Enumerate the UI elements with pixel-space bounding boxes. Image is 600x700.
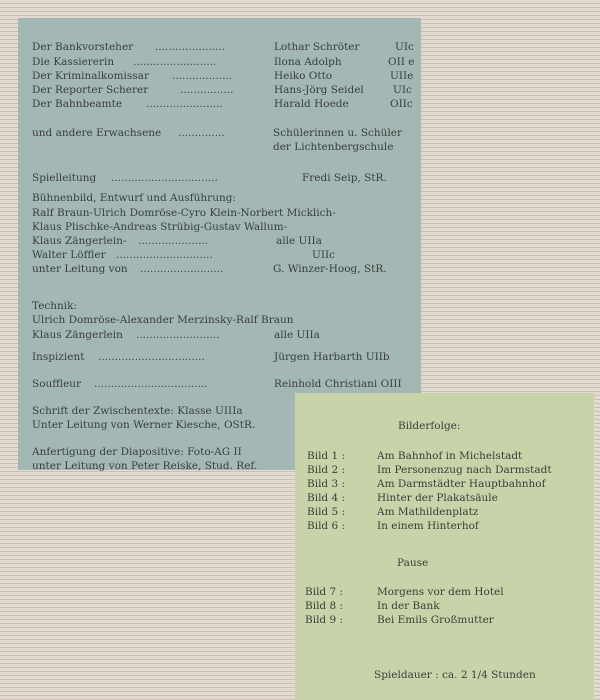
spielleitung-value: Fredi Seip, StR.	[302, 172, 387, 184]
scene-label-8: Bild 8 :	[305, 600, 344, 612]
cast-actor-1: Lothar Schröter	[274, 41, 360, 53]
scene-text-1: Am Bahnhof in Michelstadt	[377, 450, 523, 462]
buehnenbild-line-5-label: unter Leitung von	[32, 263, 128, 275]
cast-actor-4: Hans-Jörg Seidel	[274, 84, 364, 96]
buehnenbild-heading: Bühnenbild, Entwurf und Ausführung:	[32, 192, 236, 204]
dot-leader: ..............	[178, 127, 225, 139]
buehnenbild-line-2: Klaus Plischke-Andreas Strübig-Gustav Wallum-	[32, 221, 288, 233]
cast-class-3: UIIe	[390, 70, 414, 82]
pause-label: Pause	[397, 557, 429, 569]
cast-class-5: OIIc	[390, 98, 413, 110]
scene-list-panel	[295, 393, 594, 700]
dias-line-1: Anfertigung der Diapositive: Foto-AG II	[32, 446, 242, 458]
dot-leader: ................	[180, 84, 234, 96]
cast-role-1: Der Bankvorsteher	[32, 41, 134, 53]
others-label: und andere Erwachsene	[32, 127, 162, 139]
scene-text-3: Am Darmstädter Hauptbahnhof	[377, 478, 546, 490]
cast-class-4: UIc	[393, 84, 412, 96]
dot-leader: ..................	[172, 70, 233, 82]
schrift-line-1: Schrift der Zwischentexte: Klasse UIIIa	[32, 405, 243, 417]
dot-leader: ..................................	[94, 378, 208, 390]
dot-leader: .............................	[116, 249, 213, 261]
technik-line-2-label: Klaus Zängerlein	[32, 329, 123, 341]
technik-line-2-value: alle UIIa	[274, 329, 320, 341]
souffleur-label: Souffleur	[32, 378, 82, 390]
dot-leader: .......................	[146, 98, 223, 110]
souffleur-value: Reinhold Christiani OIII	[274, 378, 402, 390]
cast-role-5: Der Bahnbeamte	[32, 98, 123, 110]
dot-leader: .....................	[138, 235, 209, 247]
schrift-line-2: Unter Leitung von Werner Kiesche, OStR.	[32, 419, 256, 431]
buehnenbild-line-4-value: UIIc	[312, 249, 336, 261]
others-value-2: der Lichtenbergschule	[273, 141, 394, 153]
scene-text-7: Morgens vor dem Hotel	[377, 586, 504, 598]
inspizient-value: Jürgen Harbarth UIIb	[274, 351, 390, 363]
buehnenbild-line-4-label: Walter Löffler	[32, 249, 106, 261]
dot-leader: ................................	[98, 351, 205, 363]
play-duration: Spieldauer : ca. 2 1/4 Stunden	[374, 669, 536, 681]
bilderfolge-title: Bilderfolge:	[398, 420, 461, 432]
scene-label-6: Bild 6 :	[307, 520, 346, 532]
buehnenbild-line-3-value: alle UIIa	[276, 235, 322, 247]
buehnenbild-line-3-label: Klaus Zängerlein-	[32, 235, 127, 247]
scene-label-5: Bild 5 :	[307, 506, 346, 518]
scene-label-9: Bild 9 :	[305, 614, 344, 626]
scene-text-6: In einem Hinterhof	[377, 520, 479, 532]
buehnenbild-line-5-value: G. Winzer-Hoog, StR.	[273, 263, 387, 275]
dot-leader: .........................	[136, 329, 220, 341]
cast-role-4: Der Reporter Scherer	[32, 84, 149, 96]
cast-class-1: UIc	[395, 41, 414, 53]
spielleitung-label: Spielleitung	[32, 172, 97, 184]
scene-text-8: In der Bank	[377, 600, 440, 612]
scene-label-2: Bild 2 :	[307, 464, 346, 476]
technik-heading: Technik:	[32, 300, 78, 312]
scene-label-4: Bild 4 :	[307, 492, 346, 504]
others-value-1: Schülerinnen u. Schüler	[273, 127, 403, 139]
scene-label-1: Bild 1 :	[307, 450, 346, 462]
cast-role-2: Die Kassiererin	[32, 56, 115, 68]
scene-text-5: Am Mathildenplatz	[377, 506, 479, 518]
technik-line-1: Ulrich Domröse-Alexander Merzinsky-Ralf Braun	[32, 314, 294, 326]
buehnenbild-line-1: Ralf Braun-Ulrich Domröse-Cyro Klein-Norbert Micklich-	[32, 207, 336, 219]
cast-actor-5: Harald Hoede	[274, 98, 349, 110]
scene-text-2: Im Personenzug nach Darmstadt	[377, 464, 552, 476]
scene-text-9: Bei Emils Großmutter	[377, 614, 494, 626]
dot-leader: .....................	[155, 41, 226, 53]
inspizient-label: Inspizient	[32, 351, 85, 363]
dias-line-2: unter Leitung von Peter Reiske, Stud. Ref.	[32, 460, 258, 472]
dot-leader: ................................	[111, 172, 218, 184]
cast-class-2: OII e	[388, 56, 415, 68]
dot-leader: .........................	[140, 263, 224, 275]
scene-label-3: Bild 3 :	[307, 478, 346, 490]
cast-actor-3: Heiko Otto	[274, 70, 333, 82]
dot-leader: .........................	[133, 56, 217, 68]
cast-role-3: Der Kriminalkomissar	[32, 70, 149, 82]
scene-label-7: Bild 7 :	[305, 586, 344, 598]
cast-actor-2: Ilona Adolph	[274, 56, 342, 68]
scene-text-4: Hinter der Plakatsäule	[377, 492, 498, 504]
